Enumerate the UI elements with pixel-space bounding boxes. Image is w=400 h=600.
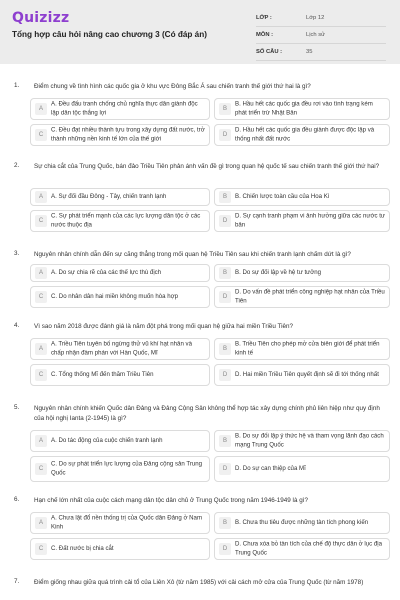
option-letter-badge: B — [219, 103, 231, 115]
answer-option-b[interactable] — [214, 430, 390, 452]
option-letter-badge: A — [35, 191, 47, 203]
meta-row-subject — [256, 27, 386, 44]
question-1 — [14, 82, 390, 152]
answer-option-d[interactable] — [214, 286, 390, 308]
option-letter-badge: D — [219, 463, 231, 475]
answer-option-b[interactable] — [214, 512, 390, 534]
quizizz-logo: Quizizz — [12, 10, 70, 26]
question-number: 3. — [14, 250, 20, 257]
question-5 — [14, 404, 390, 488]
option-letter-badge: D — [219, 291, 231, 303]
question-text: Hạn chế lớn nhất của cuộc cách mạng dân tộc dân chủ ở Trung Quốc trong năm 1946-1949 là gì? — [34, 497, 308, 504]
option-text: A. Triều Tiên tuyên bố ngừng thử vũ khí hạt nhân và chấp nhận đàm phán với Hàn Quốc, Mĩ — [51, 340, 192, 356]
option-letter-badge: C — [35, 463, 47, 475]
option-text: A. Chưa lật đổ nền thống trị của Quốc dân Đảng ở Nam Kinh — [51, 514, 203, 530]
option-letter-badge: B — [219, 435, 231, 447]
answer-option-a[interactable] — [30, 98, 210, 120]
meta-label: LỚP : — [256, 15, 272, 21]
meta-value: Lớp 12 — [306, 15, 325, 21]
question-number: 1. — [14, 82, 20, 89]
answer-option-b[interactable] — [214, 338, 390, 360]
meta-label: MÔN : — [256, 32, 274, 38]
option-letter-badge: B — [219, 191, 231, 203]
option-letter-badge: A — [35, 267, 47, 279]
option-letter-badge: C — [35, 543, 47, 555]
worksheet-header — [0, 0, 400, 64]
option-letter-badge: B — [219, 517, 231, 529]
question-text: Điểm giống nhau giữa quá trình cải tổ của Liên Xô (từ năm 1985) với cải cách mở cửa của Trung Quốc (từ năm 1978) — [34, 579, 364, 586]
meta-row-class — [256, 10, 386, 27]
option-text: A. Đều đấu tranh chống chủ nghĩa thực dân giành độc lập dân tộc thắng lợi — [51, 100, 198, 116]
option-letter-badge: C — [35, 215, 47, 227]
answer-option-c[interactable] — [30, 210, 210, 232]
option-text: B. Chưa thu tiêu được những tàn tích phong kiến — [235, 518, 369, 526]
answer-option-d[interactable] — [214, 124, 390, 146]
answer-option-d[interactable] — [214, 456, 390, 482]
option-text: C. Đều đạt nhiều thành tựu trong xây dựng đất nước, trở thành những nền kinh tế lớn của thế giới — [51, 126, 205, 142]
option-text: B. Do sự đối lập ý thức hệ và tham vọng lãnh đạo cách mạng Trung Quốc — [235, 432, 384, 448]
question-number: 5. — [14, 404, 20, 411]
option-letter-badge: B — [219, 267, 231, 279]
option-letter-badge: D — [219, 215, 231, 227]
answer-option-a[interactable] — [30, 264, 210, 282]
question-number: 6. — [14, 496, 20, 503]
option-text: B. Hầu hết các quốc gia đều rơi vào tình trạng kém phát triển trừ Nhật Bản — [235, 100, 373, 116]
question-text: Vì sao năm 2018 được đánh giá là năm đột phá trong mối quan hệ giữa hai miền Triều Tiên? — [34, 323, 293, 330]
option-letter-badge: C — [35, 291, 47, 303]
option-letter-badge: A — [35, 343, 47, 355]
answer-option-a[interactable] — [30, 338, 210, 360]
option-text: A. Do sự chia rẽ của các thế lực thù địch — [51, 268, 162, 276]
question-number: 2. — [14, 162, 20, 169]
question-text: Nguyên nhân chính khiến Quốc dân Đảng và Đảng Cộng Sản không thể hợp tác xây dựng chính phủ liên hiệp như quy định của hội nghị Ianta (2-1945) là gì? — [34, 405, 380, 422]
question-3 — [14, 250, 390, 310]
answer-option-a[interactable] — [30, 430, 210, 452]
meta-row-question-count — [256, 44, 386, 61]
answer-option-c[interactable] — [30, 456, 210, 482]
option-letter-badge: D — [219, 129, 231, 141]
answer-option-c[interactable] — [30, 538, 210, 560]
answer-option-d[interactable] — [214, 210, 390, 232]
answer-option-c[interactable] — [30, 286, 210, 308]
meta-label: SỐ CÂU : — [256, 49, 283, 55]
option-text: C. Sự phát triển mạnh của các lực lượng dân tộc ở các nước thuộc địa — [51, 212, 201, 228]
question-text: Nguyên nhân chính dẫn đến sự căng thẳng trong mối quan hệ Triều Tiên sau khi chiến tranh lạnh chấm dứt là gì? — [34, 251, 351, 258]
option-letter-badge: A — [35, 103, 47, 115]
option-text: D. Sự cạnh tranh phạm vi ảnh hưởng giữa các nước tư bản — [235, 212, 385, 228]
answer-option-c[interactable] — [30, 124, 210, 146]
option-letter-badge: D — [219, 543, 231, 555]
option-letter-badge: C — [35, 129, 47, 141]
answer-option-c[interactable] — [30, 364, 210, 386]
option-text: B. Triều Tiên cho phép mở cửa biên giới để phát triển kinh tế — [235, 340, 380, 356]
question-4 — [14, 322, 390, 392]
option-text: A. Do tác động của cuộc chiến tranh lạnh — [51, 436, 163, 444]
answer-option-b[interactable] — [214, 188, 390, 206]
question-6 — [14, 496, 390, 566]
question-number: 7. — [14, 578, 20, 585]
option-text: D. Do sự can thiệp của Mĩ — [235, 464, 306, 472]
answer-option-d[interactable] — [214, 538, 390, 560]
meta-value: 35 — [306, 49, 313, 55]
option-text: D. Chưa xóa bỏ tàn tích của chế độ thực dân ở lục địa Trung Quốc — [235, 540, 382, 556]
question-number: 4. — [14, 322, 20, 329]
option-letter-badge: A — [35, 517, 47, 529]
option-text: C. Do sự phát triển lực lượng của Đảng cộng sản Trung Quốc — [51, 460, 203, 476]
worksheet-title: Tổng hợp câu hỏi nâng cao chương 3 (Có đáp án) — [12, 30, 207, 39]
option-text: D. Do vấn đề phát triển công nghiệp hạt nhân của Triều Tiên — [235, 288, 385, 304]
option-text: C. Tổng thống Mĩ đến thăm Triều Tiên — [51, 370, 154, 378]
answer-option-b[interactable] — [214, 98, 390, 120]
option-text: B. Do sự đối lập về hệ tư tưởng — [235, 268, 322, 276]
option-letter-badge: D — [219, 369, 231, 381]
answer-option-d[interactable] — [214, 364, 390, 386]
question-text: Sự chia cắt của Trung Quốc, bán đảo Triều Tiên phản ánh vấn đề gì trong quan hệ quốc tế sau chiến tranh thế giới thứ hai? — [34, 163, 380, 170]
option-letter-badge: C — [35, 369, 47, 381]
meta-value: Lịch sử — [306, 32, 326, 38]
option-letter-badge: B — [219, 343, 231, 355]
option-text: A. Sự đối đầu Đông - Tây, chiến tranh lạnh — [51, 192, 167, 200]
option-text: C. Đất nước bị chia cắt — [51, 544, 114, 552]
answer-option-b[interactable] — [214, 264, 390, 282]
question-text: Điểm chung về tình hình các quốc gia ở khu vực Đông Bắc Á sau chiến tranh thế giới thứ hai là gì? — [34, 83, 311, 90]
option-text: D. Hai miền Triều Tiên quyết định sẽ đi tới thống nhất — [235, 370, 379, 378]
option-text: D. Hầu hết các quốc gia đều giành được độc lập và thống nhất đất nước — [235, 126, 375, 142]
option-text: C. Do nhân dân hai miền không muốn hòa hợp — [51, 292, 178, 300]
answer-option-a[interactable] — [30, 188, 210, 206]
worksheet-meta — [256, 10, 386, 61]
question-2 — [14, 162, 390, 242]
option-letter-badge: A — [35, 435, 47, 447]
option-text: B. Chiến lược toàn cầu của Hoa Kì — [235, 192, 330, 200]
question-7 — [14, 578, 390, 600]
answer-option-a[interactable] — [30, 512, 210, 534]
